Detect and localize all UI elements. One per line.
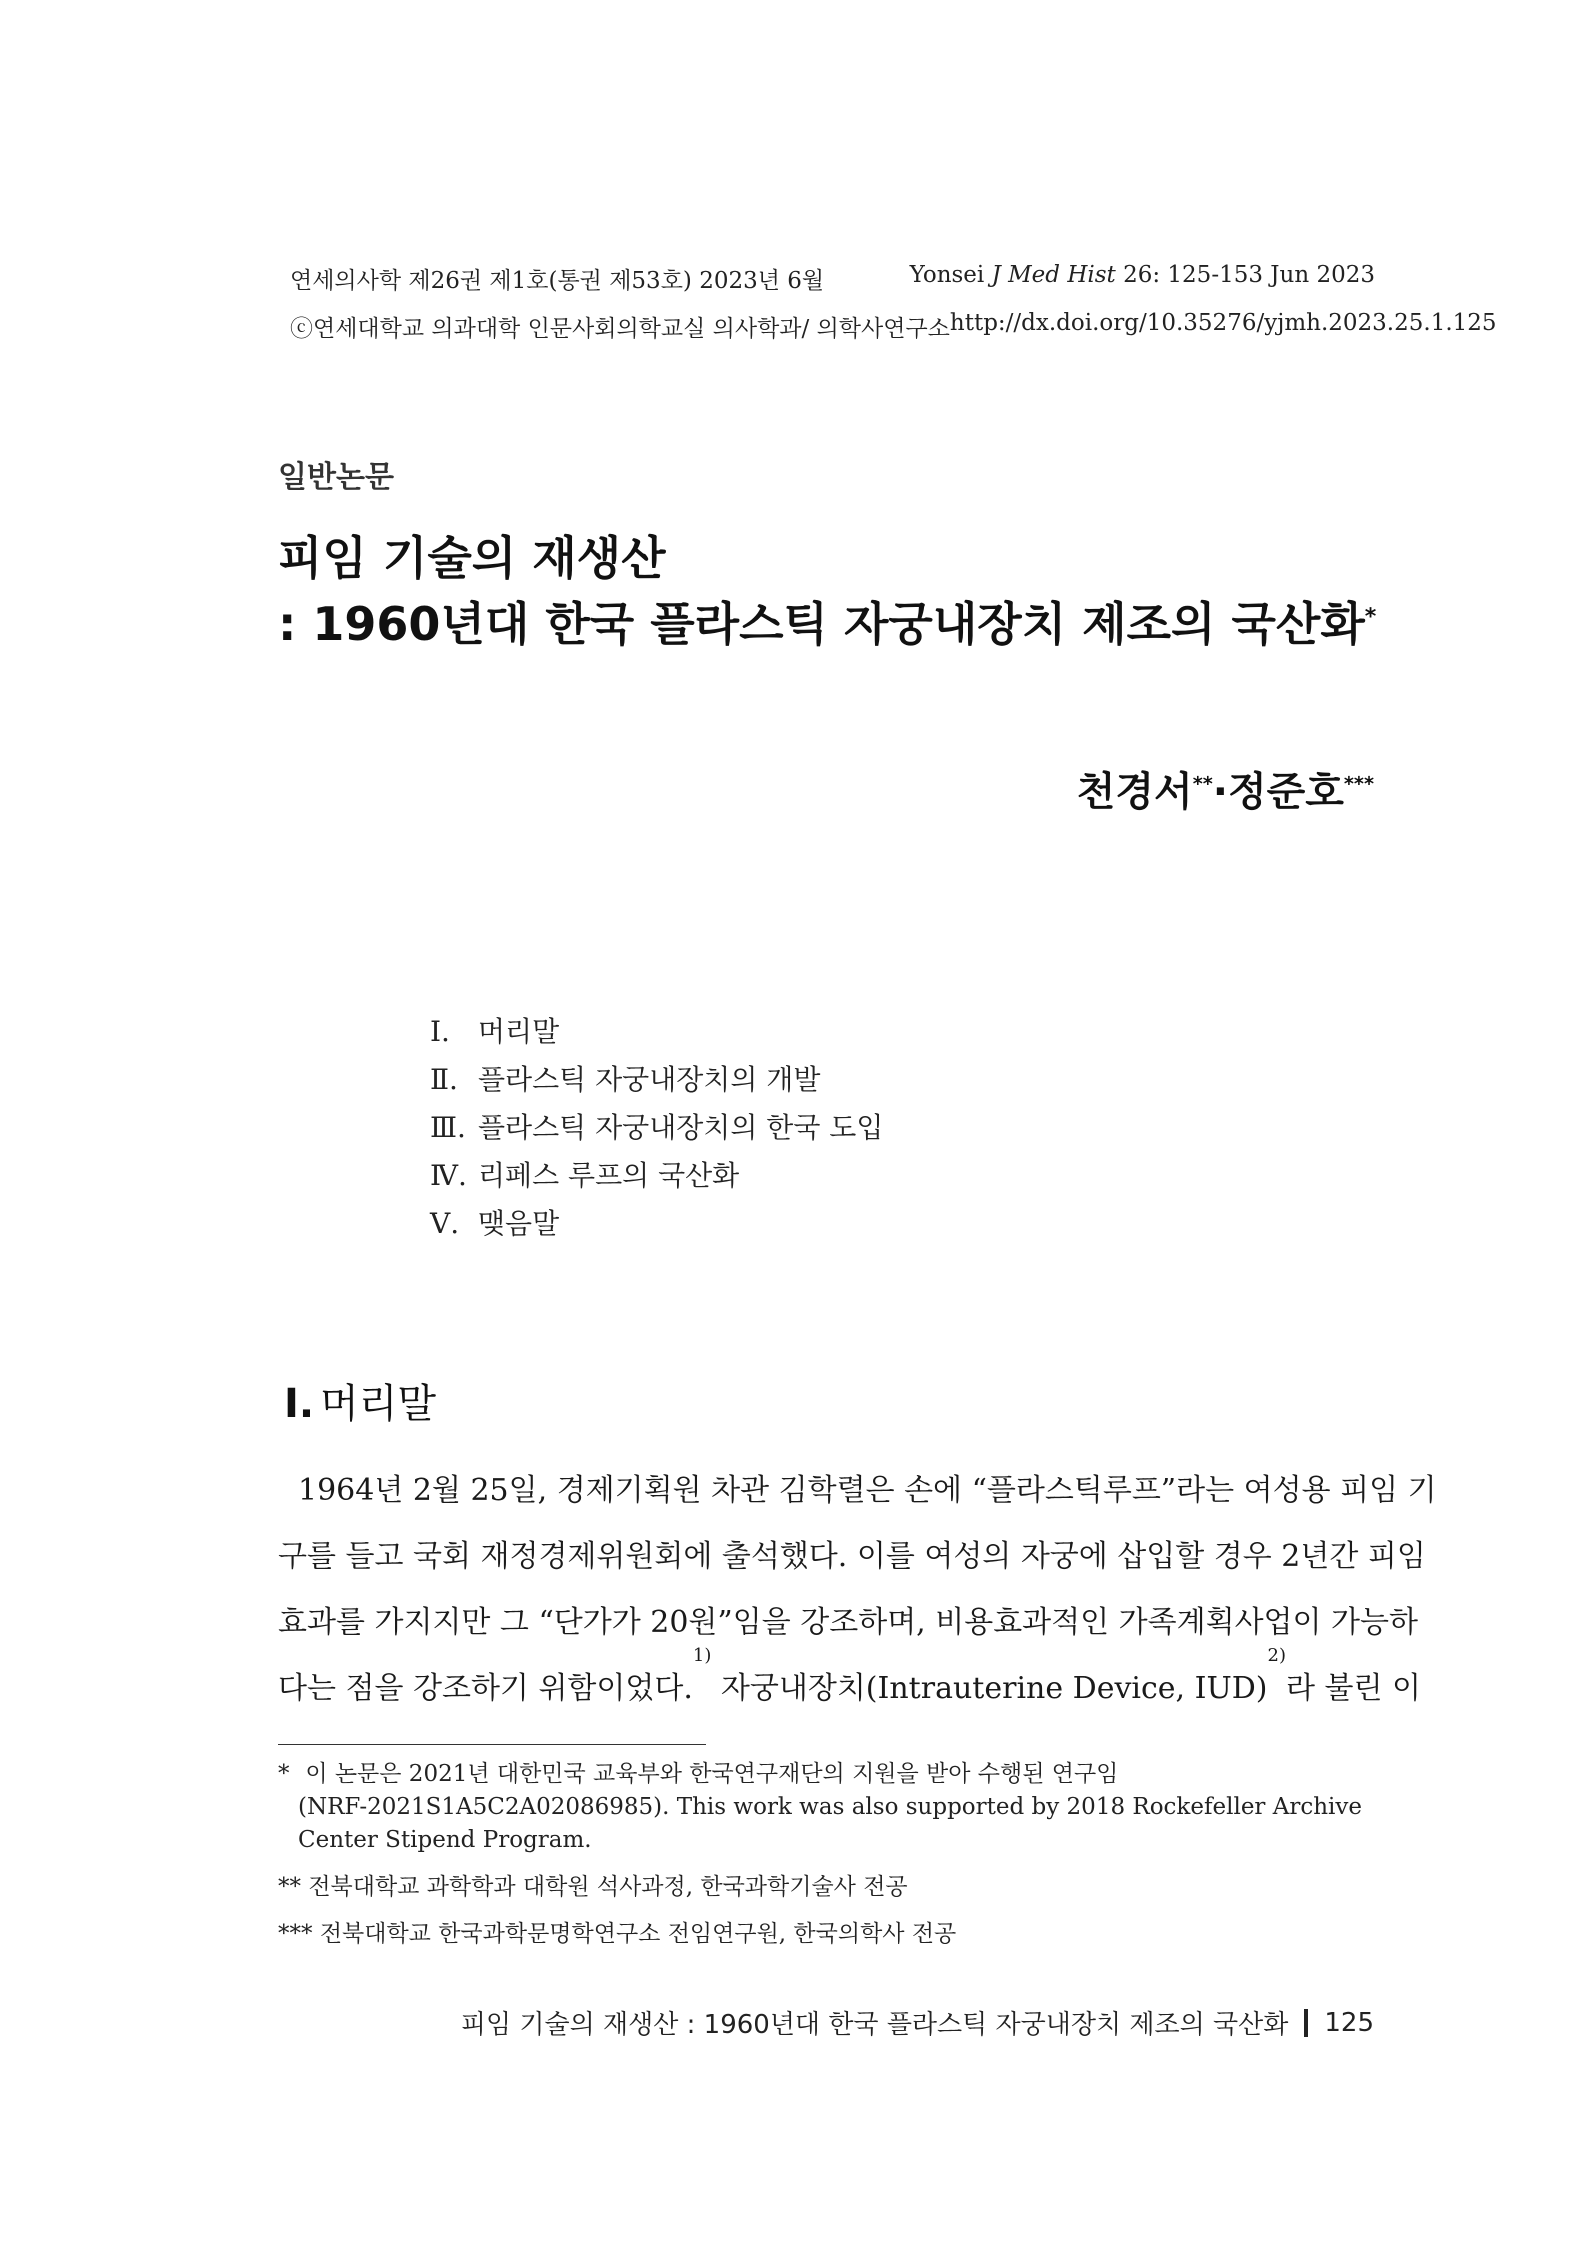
footnote: ** 전북대학교 과학학과 대학원 석사과정, 한국과학기술사 전공 xyxy=(278,1871,1378,1904)
body-line: 1964년 2월 25일, 경제기획원 차관 김학렬은 손에 “플라스틱루프”라는 여성용 피임 기 xyxy=(298,1473,1437,1508)
author-name: 천경서 xyxy=(1076,769,1193,815)
toc-number: Ⅰ. xyxy=(430,1015,450,1048)
footnote-mark: *** xyxy=(278,1921,313,1947)
copyright-notice: ⓒ연세대학교 의과대학 인문사회의학교실 의사학과/ 의학사연구소 xyxy=(290,316,950,342)
toc-number: Ⅲ. xyxy=(430,1111,466,1144)
footnotes xyxy=(278,1758,1378,1951)
body-paragraph xyxy=(278,1458,1437,1722)
footer-divider xyxy=(1304,2009,1308,2037)
journal-abbrev: J Med Hist xyxy=(991,262,1116,288)
toc-label: 맺음말 xyxy=(478,1207,560,1240)
doi-link[interactable]: http://dx.doi.org/10.35276/yjmh.2023.25.1.125 xyxy=(949,310,1497,336)
footnote-divider xyxy=(278,1744,706,1745)
toc-number: Ⅱ. xyxy=(430,1063,458,1096)
toc-item[interactable] xyxy=(430,1056,883,1104)
footnote-ref[interactable]: 1) xyxy=(692,1645,712,1666)
toc-label: 플라스틱 자궁내장치의 한국 도입 xyxy=(478,1111,884,1144)
toc-label: 리페스 루프의 국산화 xyxy=(478,1159,740,1192)
journal-citation-ko: 연세의사학 제26권 제1호(통권 제53호) 2023년 6월 xyxy=(290,268,825,294)
article-category: 일반논문 xyxy=(278,460,394,495)
title-footnote-mark[interactable]: * xyxy=(1364,604,1377,630)
section-heading xyxy=(284,1372,436,1429)
page-number: 125 xyxy=(1324,2007,1374,2038)
running-header-line1 xyxy=(290,262,1375,295)
section-number: Ⅰ. xyxy=(284,1381,315,1427)
running-footer xyxy=(461,2004,1374,2041)
toc-label: 머리말 xyxy=(478,1015,560,1048)
footnote: * 이 논문은 2021년 대한민국 교육부와 한국연구재단의 지원을 받아 수행된 연구임 (NRF-2021S1A5C2A02086985). This work was also supported by 2018 Rockefeller Archive Center Stipend Program. xyxy=(278,1758,1378,1857)
table-of-contents xyxy=(430,1008,883,1248)
toc-item[interactable] xyxy=(430,1008,883,1056)
footnote-mark: ** xyxy=(278,1874,301,1900)
footnote-ref[interactable]: 2) xyxy=(1267,1645,1286,1666)
toc-number: Ⅴ. xyxy=(430,1207,460,1240)
body-line: 효과를 가지지만 그 “단가가 20원”임을 강조하며, 비용효과적인 가족계획사업이 가능하 xyxy=(278,1605,1418,1640)
author-list xyxy=(1077,760,1374,817)
author-footnote-mark[interactable]: ** xyxy=(1192,772,1213,796)
journal-citation-en: Yonsei J Med Hist 26: 125-153 Jun 2023 xyxy=(909,262,1375,288)
toc-number: Ⅳ. xyxy=(430,1159,467,1192)
author-separator: · xyxy=(1212,769,1228,815)
footnote: *** 전북대학교 한국과학문명학연구소 전임연구원, 한국의학사 전공 xyxy=(278,1918,1378,1951)
section-title: 머리말 xyxy=(320,1381,436,1427)
article-title-line1: 피임 기술의 재생산 xyxy=(278,531,666,585)
running-header-line2 xyxy=(290,310,1497,343)
toc-item[interactable] xyxy=(430,1200,883,1248)
toc-item[interactable] xyxy=(430,1104,883,1152)
toc-item[interactable] xyxy=(430,1152,883,1200)
footnote-mark: * xyxy=(278,1761,290,1787)
author-name: 정준호 xyxy=(1227,769,1344,815)
article-title-line2: : 1960년대 한국 플라스틱 자궁내장치 제조의 국산화* xyxy=(278,597,1377,651)
body-line: 다는 점을 강조하기 위함이었다. 1) 자궁내장치(Intrauterine Device, IUD) 2) 라 불린 이 xyxy=(278,1656,1374,1722)
body-line: 구를 들고 국회 재정경제위원회에 출석했다. 이를 여성의 자궁에 삽입할 경우 2년간 피임 xyxy=(278,1539,1426,1574)
toc-label: 플라스틱 자궁내장치의 개발 xyxy=(478,1063,821,1096)
author-footnote-mark[interactable]: *** xyxy=(1343,772,1374,796)
footer-running-title: 피임 기술의 재생산 : 1960년대 한국 플라스틱 자궁내장치 제조의 국산화 xyxy=(460,2010,1289,2040)
